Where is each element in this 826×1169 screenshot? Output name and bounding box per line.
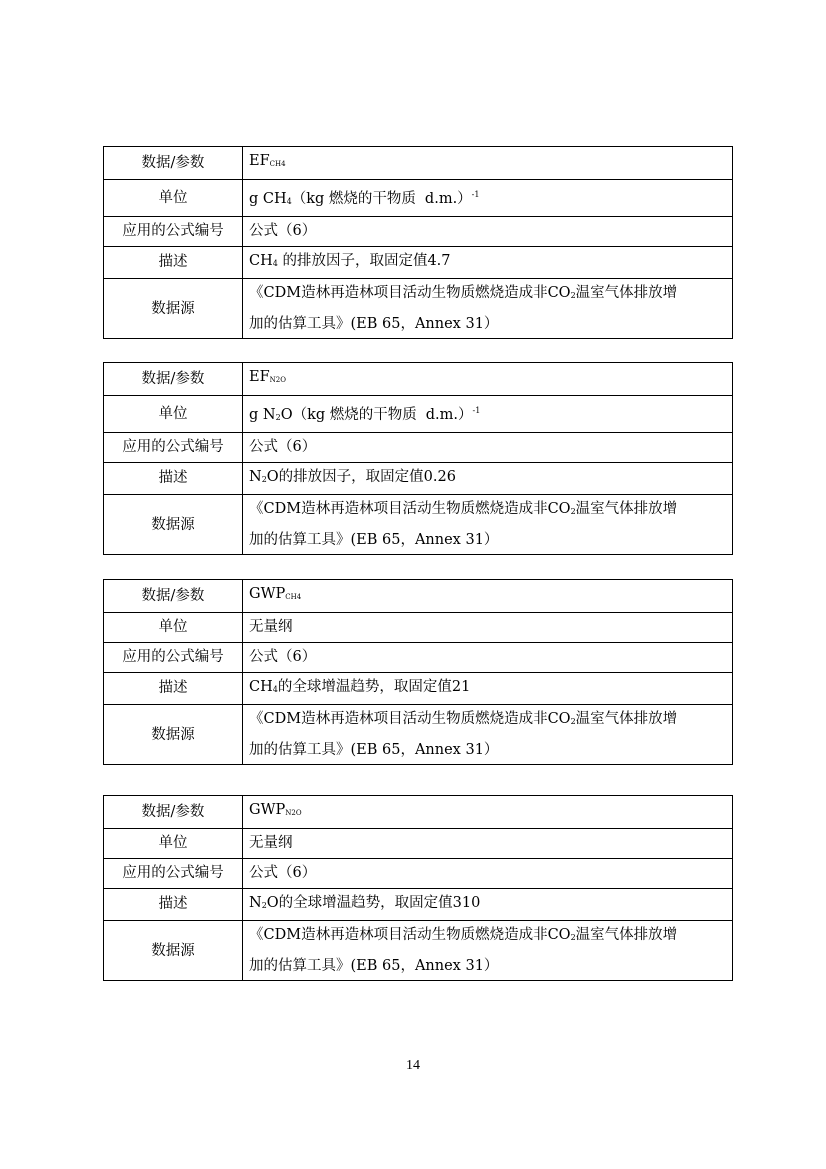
label-unit: 单位 — [104, 829, 243, 859]
value-unit: 无量纲 — [243, 613, 733, 643]
parameter-table-ef-ch4 — [103, 146, 733, 339]
value-source: 《CDM造林再造林项目活动生物质燃烧造成非CO2温室气体排放增 加的估算工具》(EB 65，Annex 31） — [243, 495, 733, 555]
row-desc — [104, 889, 733, 921]
parameter-table-ef-n2o — [103, 362, 733, 555]
label-unit: 单位 — [104, 613, 243, 643]
label-param: 数据/参数 — [104, 796, 243, 829]
row-param — [104, 147, 733, 180]
row-param — [104, 363, 733, 396]
page-number: 14 — [406, 1058, 420, 1073]
value-param: EFN2O — [243, 363, 733, 396]
label-unit: 单位 — [104, 396, 243, 433]
row-source — [104, 921, 733, 981]
value-formula: 公式（6） — [243, 859, 733, 889]
parameter-table-gwp-n2o — [103, 795, 733, 981]
parameter-table-gwp-ch4 — [103, 579, 733, 765]
row-unit — [104, 613, 733, 643]
value-source: 《CDM造林再造林项目活动生物质燃烧造成非CO2温室气体排放增 加的估算工具》(EB 65，Annex 31） — [243, 279, 733, 339]
row-desc — [104, 247, 733, 279]
value-param: EFCH4 — [243, 147, 733, 180]
value-param: GWPN2O — [243, 796, 733, 829]
value-desc: CH4 的排放因子，取固定值4.7 — [243, 247, 733, 279]
label-source: 数据源 — [104, 921, 243, 981]
row-desc — [104, 463, 733, 495]
value-formula: 公式（6） — [243, 433, 733, 463]
row-formula — [104, 859, 733, 889]
label-desc: 描述 — [104, 463, 243, 495]
value-desc: N2O的排放因子，取固定值0.26 — [243, 463, 733, 495]
row-desc — [104, 673, 733, 705]
label-source: 数据源 — [104, 705, 243, 765]
label-desc: 描述 — [104, 673, 243, 705]
value-param: GWPCH4 — [243, 580, 733, 613]
row-param — [104, 796, 733, 829]
value-formula: 公式（6） — [243, 643, 733, 673]
value-source: 《CDM造林再造林项目活动生物质燃烧造成非CO2温室气体排放增 加的估算工具》(EB 65，Annex 31） — [243, 921, 733, 981]
row-formula — [104, 433, 733, 463]
row-unit — [104, 829, 733, 859]
row-source — [104, 495, 733, 555]
label-desc: 描述 — [104, 247, 243, 279]
label-param: 数据/参数 — [104, 147, 243, 180]
row-param — [104, 580, 733, 613]
label-source: 数据源 — [104, 495, 243, 555]
label-formula: 应用的公式编号 — [104, 643, 243, 673]
row-unit — [104, 396, 733, 433]
row-unit — [104, 180, 733, 217]
value-formula: 公式（6） — [243, 217, 733, 247]
value-desc: N2O的全球增温趋势，取固定值310 — [243, 889, 733, 921]
label-unit: 单位 — [104, 180, 243, 217]
row-formula — [104, 643, 733, 673]
value-desc: CH4的全球增温趋势，取固定值21 — [243, 673, 733, 705]
label-desc: 描述 — [104, 889, 243, 921]
label-formula: 应用的公式编号 — [104, 217, 243, 247]
value-source: 《CDM造林再造林项目活动生物质燃烧造成非CO2温室气体排放增 加的估算工具》(EB 65，Annex 31） — [243, 705, 733, 765]
label-formula: 应用的公式编号 — [104, 859, 243, 889]
value-unit: 无量纲 — [243, 829, 733, 859]
label-param: 数据/参数 — [104, 580, 243, 613]
label-param: 数据/参数 — [104, 363, 243, 396]
label-formula: 应用的公式编号 — [104, 433, 243, 463]
label-source: 数据源 — [104, 279, 243, 339]
row-source — [104, 279, 733, 339]
value-unit: g N2O（kg 燃烧的干物质 d.m.）$^{-1}$ — [243, 396, 733, 433]
row-formula — [104, 217, 733, 247]
row-source — [104, 705, 733, 765]
value-unit: g CH4（kg 燃烧的干物质 d.m.）$^{-1}$ — [243, 180, 733, 217]
